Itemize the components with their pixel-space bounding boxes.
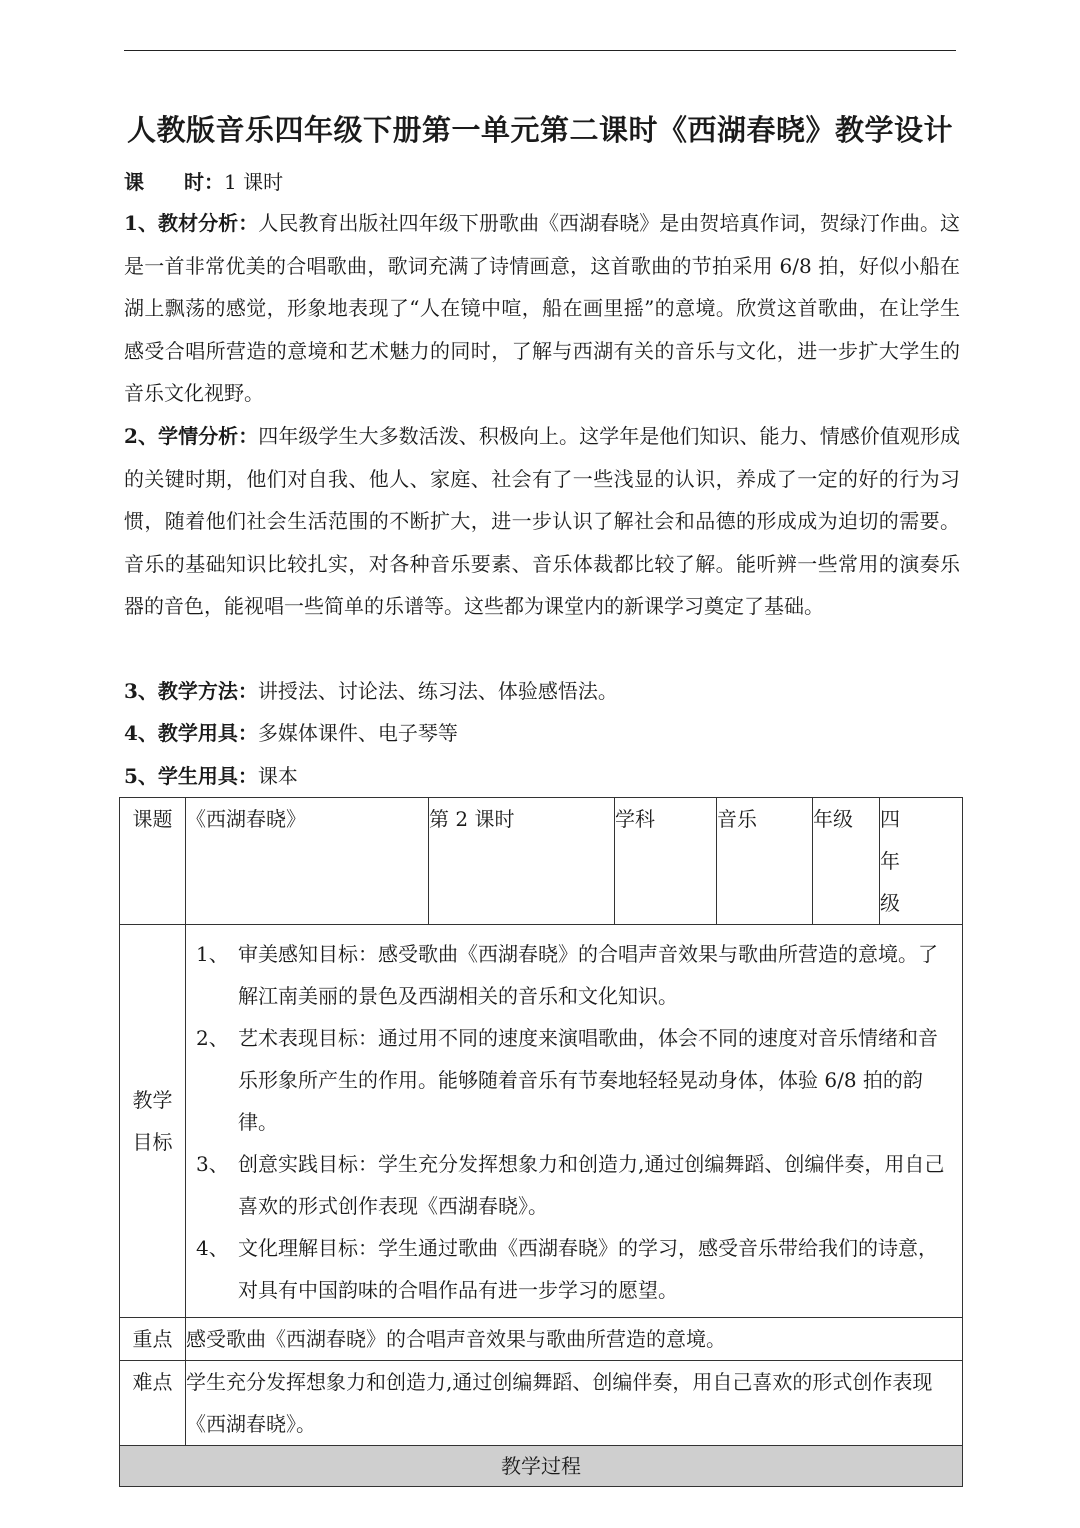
section-heading: 5、学生用具： (124, 764, 258, 788)
section-text: 多媒体课件、电子琴等 (257, 721, 458, 745)
section-heading: 3、教学方法： (124, 679, 258, 703)
section-student-tools (124, 755, 960, 798)
grade-label: 年级 (813, 798, 880, 925)
table-row-header (120, 798, 963, 925)
goals-list (186, 925, 962, 1317)
class-hours-line (124, 161, 960, 204)
table-row-goals (120, 925, 963, 1318)
class-hours-label: 课 时： (124, 170, 224, 194)
section-heading: 1、教材分析： (124, 211, 259, 235)
hour-value: 第 2 课时 (429, 798, 615, 925)
header-rule (124, 50, 956, 51)
table-row-process (120, 1446, 963, 1487)
grade-value: 四 年 级 (880, 798, 963, 925)
goal-item: 4、 文化理解目标：学生通过歌曲《西湖春晓》的学习，感受音乐带给我们的诗意，对具有中国韵味的合唱作品有进一步学习的愿望。 (196, 1236, 938, 1302)
section-teaching-methods (124, 670, 960, 713)
section-heading: 2、学情分析： (124, 424, 259, 448)
section-heading: 4、教学用具： (124, 721, 258, 745)
subject-label: 学科 (615, 798, 717, 925)
goal-item: 1、 审美感知目标：感受歌曲《西湖春晓》的合唱声音效果与歌曲所营造的意境。了解江南美丽的景色及西湖相关的音乐和文化知识。 (196, 942, 938, 1008)
difficulty-label: 难点 (120, 1361, 186, 1446)
goal-item: 2、 艺术表现目标：通过用不同的速度来演唱歌曲，体会不同的速度对音乐情绪和音乐形象所产生的作用。能够随着音乐有节奏地轻轻晃动身体，体验 6/8 拍的韵律。 (196, 1026, 938, 1134)
table-row-difficulty (120, 1361, 963, 1446)
section-text: 讲授法、讨论法、练习法、体验感悟法。 (257, 679, 618, 703)
goals-cell (186, 925, 963, 1318)
section-student-analysis (124, 415, 960, 628)
topic-label: 课题 (120, 798, 186, 925)
key-point-label: 重点 (120, 1318, 186, 1361)
table-row-key-point (120, 1318, 963, 1361)
process-header: 教学过程 (120, 1446, 963, 1487)
difficulty-text: 学生充分发挥想象力和创造力,通过创编舞蹈、创编伴奏，用自己喜欢的形式创作表现《西湖春晓》。 (186, 1361, 963, 1446)
document-title: 人教版音乐四年级下册第一单元第二课时《西湖春晓》教学设计 (126, 113, 953, 147)
section-text: 课本 (257, 764, 298, 788)
goals-label: 教学目标 (120, 925, 186, 1318)
lesson-plan-table (119, 797, 963, 1487)
section-text: 人民教育出版社四年级下册歌曲《西湖春晓》是由贺培真作词，贺绿汀作曲。这是一首非常优美的合唱歌曲，歌词充满了诗情画意，这首歌曲的节拍采用 6/8 拍，好似小船在湖上飘荡的感觉，形象地表现了“人在镜中喧，船在画里摇”的意境。欣赏这首歌曲，在让学生感受合唱所营造的意境和艺术魅力的同时，了解与西湖有关的音乐与文化，进一步扩大学生的音乐文化视野。 (124, 211, 961, 406)
goal-item: 3、 创意实践目标：学生充分发挥想象力和创造力,通过创编舞蹈、创编伴奏，用自己喜欢的形式创作表现《西湖春晓》。 (196, 1152, 945, 1218)
subject-value: 音乐 (717, 798, 813, 925)
section-teaching-tools (124, 712, 960, 755)
section-text: 四年级学生大多数活泼、积极向上。这学年是他们知识、能力、情感价值观形成的关键时期，他们对自我、他人、家庭、社会有了一些浅显的认识，养成了一定的好的行为习惯，随着他们社会生活范围的不断扩大，进一步认识了解社会和品德的形成成为迫切的需要。音乐的基础知识比较扎实，对各种音乐要素、音乐体裁都比较了解。能听辨一些常用的演奏乐器的音色，能视唱一些简单的乐谱等。这些都为课堂内的新课学习奠定了基础。 (124, 424, 961, 619)
section-textbook-analysis (124, 202, 960, 415)
class-hours-value: 1 课时 (224, 170, 284, 194)
key-point-text: 感受歌曲《西湖春晓》的合唱声音效果与歌曲所营造的意境。 (186, 1318, 963, 1361)
topic-value: 《西湖春晓》 (186, 798, 429, 925)
